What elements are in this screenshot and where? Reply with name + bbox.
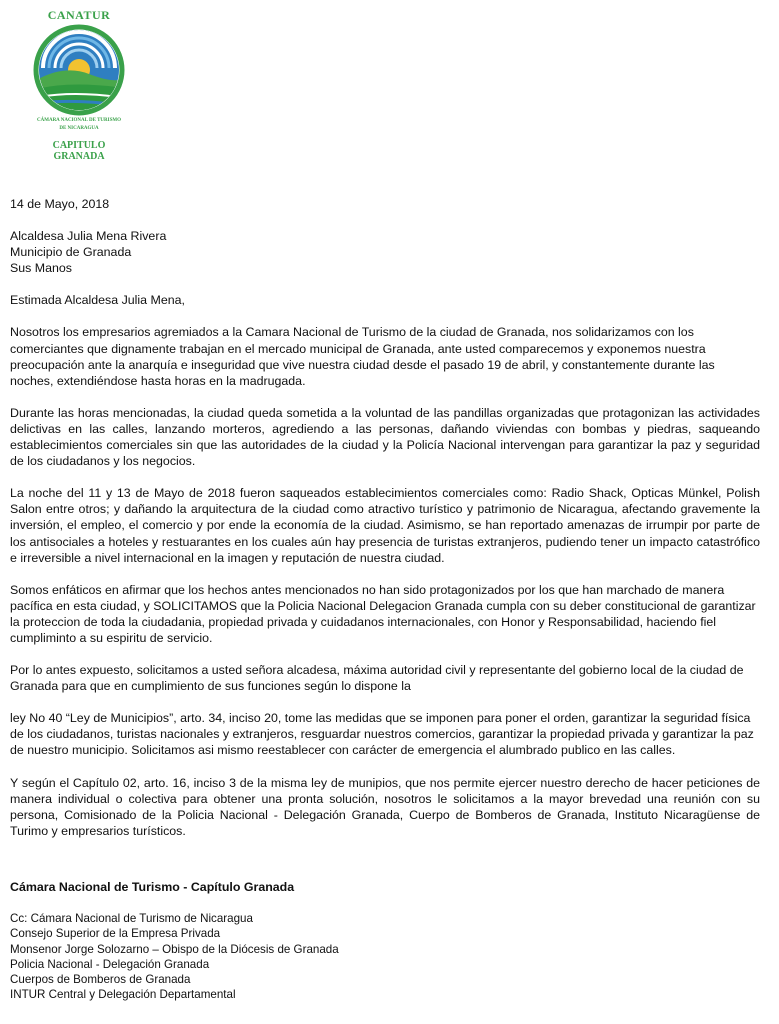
- recipient-closing: Sus Manos: [10, 261, 72, 276]
- paragraph-5: Por lo antes expuesto, solicitamos a usted señora alcadesa, máxima autoridad civil y representante del gobierno local de la ciudad de Granada para que en cumplimiento de sus funciones según lo dispone la: [10, 663, 744, 694]
- logo-chapter-line1: CAPITULO: [52, 140, 106, 151]
- paragraph-3: La noche del 11 y 13 de Mayo de 2018 fueron saqueados establecimientos comerciales como: Radio Shack, Opticas Münkel, Polish Salon entre otros; y dañando la arquitectura de la ciudad como atractivo turístico y patrimonio de Nicaragua, afectando gravemente la inversión, el empleo, el comercio y por ende la economía de la ciudad. Asimismo, se han reportado amenazas de irrumpir por parte de los antisociales a hoteles y restuarantes en los cuales aún hay presencia de turistas extranjeros, pudiendo tener un impacto catastrófico e irreversible a nivel internacional en la imagen y reputación de nuestra ciudad.: [10, 486, 760, 565]
- cc-item: Policia Nacional - Delegación Granada: [10, 957, 210, 971]
- logo-org-line1: CÁMARA NACIONAL DE TURISMO: [37, 118, 121, 123]
- paragraph-6: ley No 40 “Ley de Municipios”, arto. 34, inciso 20, tome las medidas que se imponen para poner el orden, garantizar la seguridad física de los ciudadanos, turistas nacionales y extranjeros, resguardar nuestros comercios, garantizar la propiedad privada y garantizar la paz de nuestro municipio. Solicitamos asi mismo reestablecer con carácter de emergencia el alumbrado publico en las calles.: [10, 711, 754, 758]
- cc-item: INTUR Central y Delegación Departamental: [10, 988, 236, 1002]
- paragraph-1: Nosotros los empresarios agremiados a la Camara Nacional de Turismo de la ciudad de Granada, nos solidarizamos con los comerciantes que dignamente trabajan en el mercado municipal de Granada, ante usted comparecemos y exponemos nuestra preocupación ante la anarquía e inseguridad que vive nuestra ciudad desde el pasado 19 de abril, y constantemente durante las noches, extendiéndose hasta horas en la madrugada.: [10, 325, 715, 388]
- paragraph-4: Somos enfáticos en afirmar que los hechos antes mencionados no han sido protagonizados por los que han marchado de manera pacífica en esta ciudad, y SOLICITAMOS que la Policia Nacional Delegacion Granada cumpla con su deber constitucional de garantizar la proteccion de toda la ciudadania, propiedad privada y cuidadanos internacionales, con Honor y Responsabilidad, haciendo fiel cumpliminto a su espiritu de servicio.: [10, 582, 756, 645]
- logo-brand: CANATUR: [47, 8, 111, 22]
- paragraph-2: Durante las horas mencionadas, la ciudad queda sometida a la voluntad de las pandillas organizadas que protagonizan las actividades delictivas en las calles, lanzando morteros, agrediendo a las personas, dañando viviendas con bombas y piedras, saqueando establecimientos comerciales sin que las autoridades de la ciudad y la Policía Nacional intervengan para garantizar la paz y seguridad de los ciudadanos y los negocios.: [10, 405, 760, 469]
- recipient-office: Municipio de Granada: [10, 245, 132, 260]
- cc-item: Cc: Cámara Nacional de Turismo de Nicaragua: [10, 912, 253, 925]
- logo-chapter-line2: GRANADA: [53, 151, 105, 162]
- recipient-name: Alcaldesa Julia Mena Rivera: [10, 229, 167, 244]
- signature: Cámara Nacional de Turismo - Capítulo Granada: [10, 879, 295, 894]
- logo-org-line2: DE NICARAGUA: [59, 126, 99, 131]
- letter-body: [10, 196, 760, 1003]
- letter-date: 14 de Mayo, 2018: [10, 197, 110, 211]
- cc-list: [10, 911, 760, 1003]
- salutation: Estimada Alcaldesa Julia Mena,: [10, 293, 185, 308]
- cc-item: Monsenor Jorge Solozarno – Obispo de la Diócesis de Granada: [10, 942, 339, 956]
- paragraph-7: Y según el Capítulo 02, arto. 16, inciso 3 de la misma ley de munipios, que nos permite ejercer nuestro derecho de hacer peticiones de manera individual o colectiva para obtener una pronta solución, nosotros le solicitamos a la mayor brevedad una reunión con su persona, Comisionado de la Policia Nacional - Delegación Granada, Cuerpo de Bomberos de Granada, Instituto Nicaragüense de Turimo y empresarios turísticos.: [10, 775, 760, 838]
- canatur-emblem-icon: [33, 24, 125, 116]
- cc-item: Consejo Superior de la Empresa Privada: [10, 927, 221, 941]
- cc-item: Cuerpos de Bomberos de Granada: [10, 973, 191, 987]
- canatur-logo: [24, 8, 134, 162]
